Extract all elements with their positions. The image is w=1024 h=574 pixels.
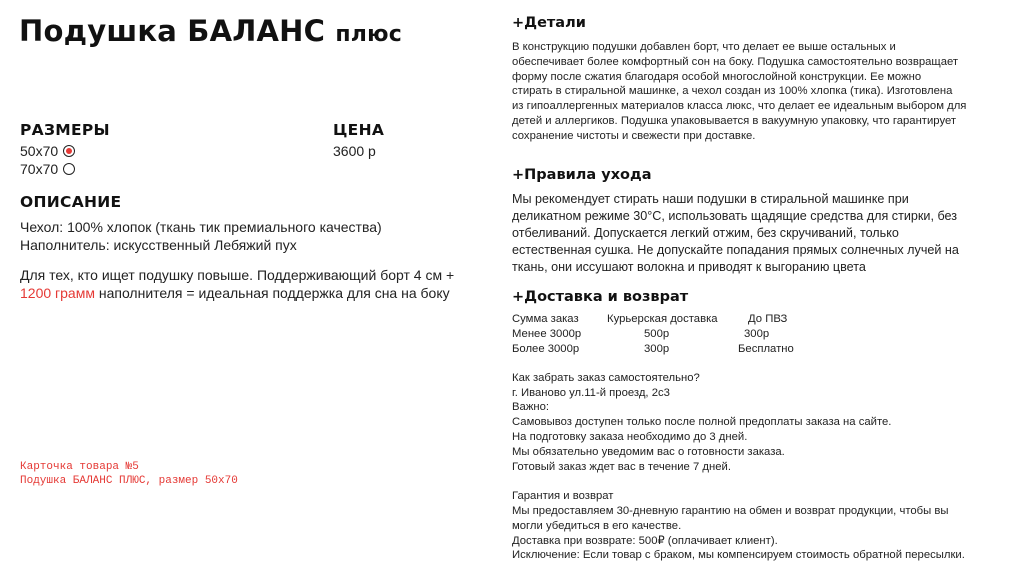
description-materials xyxy=(20,219,460,254)
return-line: Мы предоставляем 30-дневную гарантию на обмен и возврат продукции, чтобы вы xyxy=(512,504,949,517)
table-row xyxy=(512,342,1017,357)
description-heading: ОПИСАНИЕ xyxy=(20,193,122,211)
size-option-50x70[interactable] xyxy=(20,143,75,159)
size-option-70x70[interactable] xyxy=(20,161,75,177)
care-line: деликатном режиме 30°C, использовать щадящие средства для стирки, без xyxy=(512,209,958,223)
care-line: ткань, они иссушают волокна и приводят к выгоранию цвета xyxy=(512,260,866,274)
return-line: могли убедиться в его качестве. xyxy=(512,519,682,532)
delivery-heading: +Доставка и возврат xyxy=(512,289,689,305)
sizes-heading: РАЗМЕРЫ xyxy=(20,121,110,139)
details-line: стирать в стиральной машинке, а чехол создан из 100% хлопка (тика). Изготовлена xyxy=(512,85,953,98)
details-line: В конструкцию подушки добавлен борт, что делает ее выше остальных и xyxy=(512,41,896,53)
table-row xyxy=(512,327,1017,342)
pickup-line: г. Иваново ул.11-й проезд, 2с3 xyxy=(512,386,670,399)
return-line: Исключение: Если товар с браком, мы компенсируем стоимость обратной пересылки. xyxy=(512,549,965,562)
table-header-cell: Сумма заказ xyxy=(512,313,579,325)
product-title-suffix: плюс xyxy=(335,22,402,47)
product-title-main: Подушка БАЛАНС xyxy=(19,14,326,48)
details-line: из гипоаллергенных материалов класса люкс, что делает ее идеальным выбором для xyxy=(512,100,967,113)
table-cell: Бесплатно xyxy=(738,342,794,355)
details-text xyxy=(512,40,1007,144)
table-header-cell: До ПВЗ xyxy=(748,313,788,325)
delivery-text xyxy=(512,312,1017,563)
card-note-line2: Подушка БАЛАНС ПЛЮС, размер 50х70 xyxy=(20,475,238,487)
card-note xyxy=(20,460,238,488)
table-cell: Более 3000р xyxy=(512,342,580,355)
product-title xyxy=(19,14,402,48)
care-text xyxy=(512,191,1002,276)
table-cell: 300р xyxy=(644,342,670,355)
table-cell: Менее 3000р xyxy=(512,327,582,340)
details-heading: +Детали xyxy=(512,15,586,31)
price-heading: ЦЕНА xyxy=(333,121,385,139)
care-line: отбеливаний. Допускается легкий отжим, без скручиваний, только xyxy=(512,226,899,240)
table-cell: 300р xyxy=(744,327,770,340)
pickup-line: Мы обязательно уведомим вас о готовности заказа. xyxy=(512,445,785,458)
size-radio-selected[interactable] xyxy=(63,145,75,157)
care-heading: +Правила ухода xyxy=(512,167,652,183)
table-cell: 500р xyxy=(644,327,670,340)
pickup-line: На подготовку заказа необходимо до 3 дней. xyxy=(512,430,748,443)
size-option-label: 50х70 xyxy=(20,143,59,159)
details-line: сохранение чистоты и свежести при доставке. xyxy=(512,129,756,142)
description-filling: Наполнитель: искусственный Лебяжий пух xyxy=(20,236,297,253)
return-line: Доставка при возврате: 500₽ (оплачивает клиент). xyxy=(512,534,778,547)
care-line: естественная сушка. Не допускайте попадания прямых солнечных лучей на xyxy=(512,243,959,257)
description-para-start: Для тех, кто ищет подушку повыше. Поддерживающий борт 4 см + xyxy=(20,267,455,283)
table-header-row xyxy=(512,312,1017,327)
description-para-end: наполнителя = идеальная поддержка для сна на боку xyxy=(94,284,450,301)
description-cover: Чехол: 100% хлопок (ткань тик премиального качества) xyxy=(20,219,382,235)
description-highlight: 1200 грамм xyxy=(20,284,95,301)
delivery-table xyxy=(512,312,1017,356)
pickup-line: Самовывоз доступен только после полной предоплаты заказа на сайте. xyxy=(512,416,892,429)
details-line: детей и аллергиков. Подушка упаковывается в вакуумную упаковку, что гарантирует xyxy=(512,114,957,127)
pickup-line: Как забрать заказ самостоятельно? xyxy=(512,371,700,384)
radio-dot-icon xyxy=(66,148,72,154)
care-line: Мы рекомендует стирать наши подушки в стиральной машинке при xyxy=(512,192,909,206)
pickup-line: Важно: xyxy=(512,401,550,414)
table-header-cell: Курьерская доставка xyxy=(607,313,718,325)
pickup-line: Готовый заказ ждет вас в течение 7 дней. xyxy=(512,460,731,473)
size-option-label: 70х70 xyxy=(20,161,59,177)
size-radio-unselected[interactable] xyxy=(63,163,75,175)
description-paragraph xyxy=(20,267,485,302)
return-line: Гарантия и возврат xyxy=(512,490,614,503)
details-line: обеспечивает более комфортный сон на боку. Подушка самостоятельно возвращает xyxy=(512,55,959,68)
details-line: форму после сжатия благодаря особой многослойной конструкции. Ее можно xyxy=(512,70,922,83)
card-note-line1: Карточка товара №5 xyxy=(20,461,139,473)
price-value: 3600 р xyxy=(333,143,376,159)
